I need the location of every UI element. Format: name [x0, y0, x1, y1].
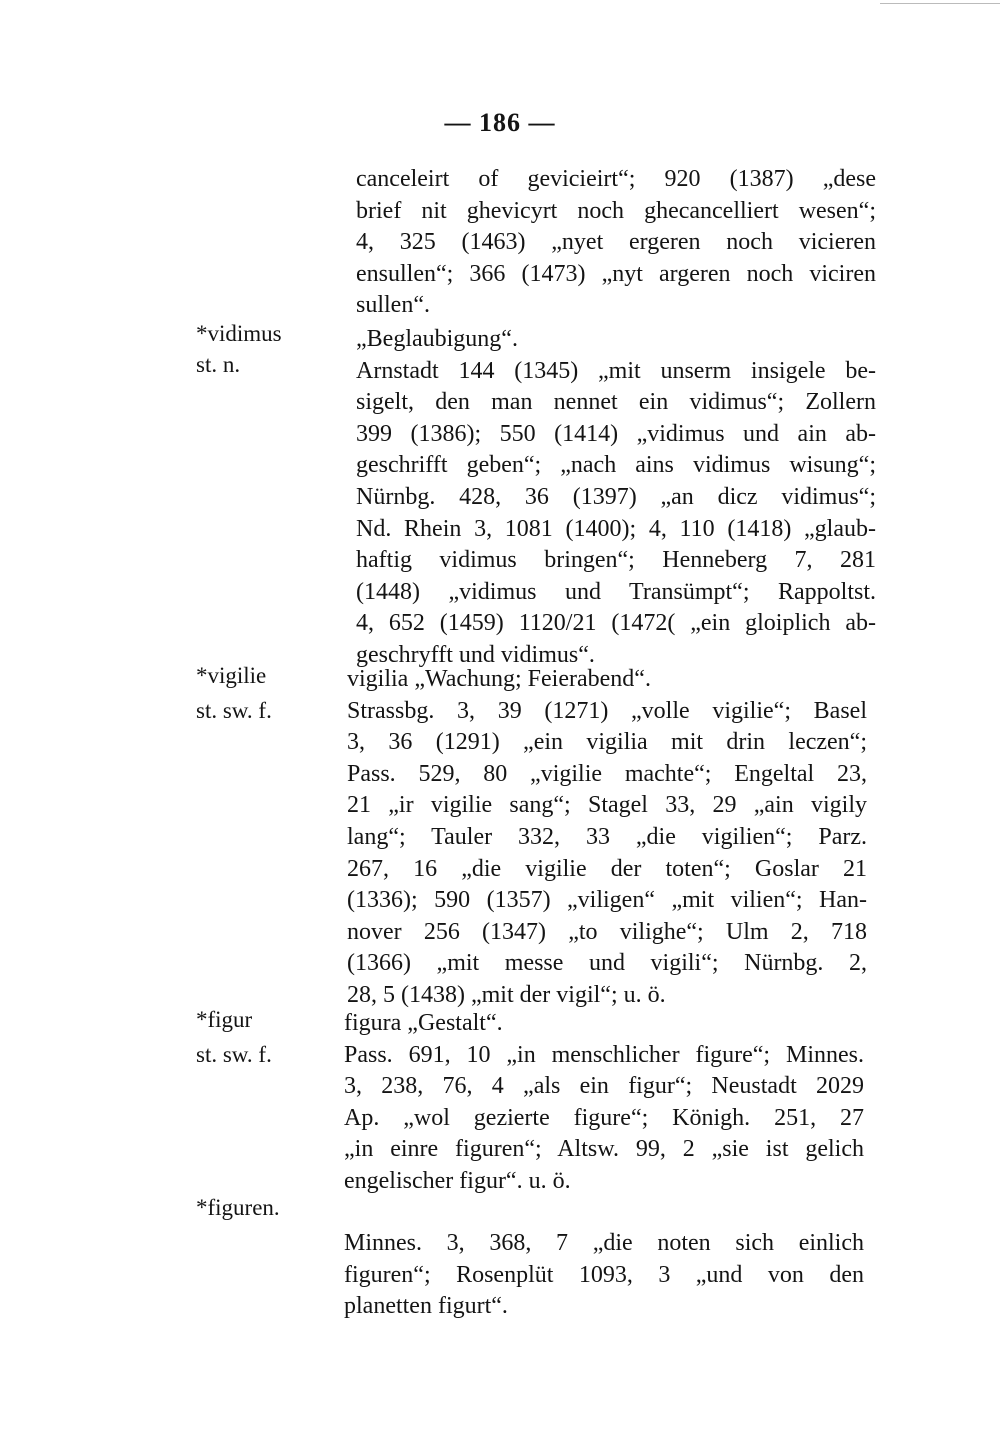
text-line: sigelt, den man nennet ein vidimus“; Zollern — [356, 389, 876, 416]
text-line: Ap. „wol gezierte figure“; Königh. 251, 27 — [344, 1104, 864, 1131]
intro-continuation — [356, 164, 876, 322]
entry-vidimus-body — [356, 324, 876, 672]
text-line: (1336); 590 (1357) „viligen“ „mit vilien“; Han- — [347, 887, 867, 914]
text-line: „in einre figuren“; Altsw. 99, 2 „sie ist gelich — [344, 1136, 864, 1163]
text-line: planetten figurt“. — [344, 1293, 508, 1320]
text-line: canceleirt of gevicieirt“; 920 (1387) „dese — [356, 166, 876, 192]
definition: vigilia „Wachung; Feierabend“. — [347, 666, 651, 692]
text-line: 399 (1386); 550 (1414) „vidimus und ain ab- — [356, 420, 876, 447]
text-line: Nürnbg. 428, 36 (1397) „an dicz vidimus“; — [356, 483, 876, 510]
text-line: nover 256 (1347) „to vilighe“; Ulm 2, 718 — [347, 918, 867, 945]
text-line: figuren“; Rosenplüt 1093, 3 „und von den — [344, 1261, 864, 1288]
entry-vidimus-lemma — [196, 318, 336, 380]
headword: *vigilie — [196, 663, 267, 688]
text-line: 3, 238, 76, 4 „als ein figur“; Neustadt 2029 — [344, 1073, 864, 1100]
text-line: (1448) „vidimus und Transümpt“; Rappoltst. — [356, 578, 876, 605]
text-line: 28, 5 (1438) „mit der vigil“; u. ö. — [347, 981, 666, 1008]
text-line: sullen“. — [356, 292, 430, 319]
text-line: (1366) „mit messe und vigili“; Nürnbg. 2, — [347, 950, 867, 977]
entry-vigilie-body — [347, 664, 867, 1012]
scan-edge-rule — [880, 3, 1000, 4]
text-line: Pass. 529, 80 „vigilie machte“; Engeltal 23, — [347, 760, 867, 787]
entry-figur-lemma — [196, 1004, 336, 1070]
text-line: 4, 652 (1459) 1120/21 (1472( „ein gloiplich ab- — [356, 610, 876, 637]
text-line: engelischer figur“. u. ö. — [344, 1167, 571, 1194]
headword: *vidimus — [196, 321, 282, 346]
text-line: 3, 36 (1291) „ein vigilia mit drin leczen“; — [347, 729, 867, 756]
entry-figur-body — [344, 1008, 864, 1198]
grammar-label: st. sw. f. — [196, 698, 272, 723]
entry-figuren-lemma — [196, 1192, 336, 1223]
text-line: Nd. Rhein 3, 1081 (1400); 4, 110 (1418) „glaub- — [356, 515, 876, 542]
text-line: lang“; Tauler 332, 33 „die vigilien“; Parz. — [347, 823, 867, 850]
text-line: Arnstadt 144 (1345) „mit unserm insigele be- — [356, 357, 876, 384]
page-number: — 186 — — [444, 108, 556, 137]
text-line: Strassbg. 3, 39 (1271) „volle vigilie“; Basel — [347, 697, 867, 724]
headword: *figur — [196, 1007, 253, 1032]
text-line: ensullen“; 366 (1473) „nyt argeren noch viciren — [356, 260, 876, 287]
grammar-label: st. sw. f. — [196, 1042, 272, 1067]
entry-figuren-body — [344, 1228, 864, 1323]
definition: „Beglaubigung“. — [356, 326, 518, 352]
text-line: Pass. 691, 10 „in menschlicher figure“; Minnes. — [344, 1041, 864, 1068]
text-line: geschryfft und vidimus“. — [356, 641, 595, 668]
text-line: haftig vidimus bringen“; Henneberg 7, 281 — [356, 547, 876, 574]
text-line: Minnes. 3, 368, 7 „die noten sich einlich — [344, 1230, 864, 1256]
text-line: 4, 325 (1463) „nyet ergeren noch vicieren — [356, 229, 876, 256]
headword: *figuren. — [196, 1195, 280, 1220]
text-line: brief nit ghevicyrt noch ghecancelliert wesen“; — [356, 197, 876, 224]
grammar-label: st. n. — [196, 352, 241, 377]
entry-vigilie-lemma — [196, 660, 336, 726]
text-line: 267, 16 „die vigilie der toten“; Goslar 21 — [347, 855, 867, 882]
text-line: 21 „ir vigilie sang“; Stagel 33, 29 „ain vigily — [347, 792, 867, 819]
definition: figura „Gestalt“. — [344, 1010, 503, 1036]
text-line: geschrifft geben“; „nach ains vidimus wisung“; — [356, 452, 876, 479]
